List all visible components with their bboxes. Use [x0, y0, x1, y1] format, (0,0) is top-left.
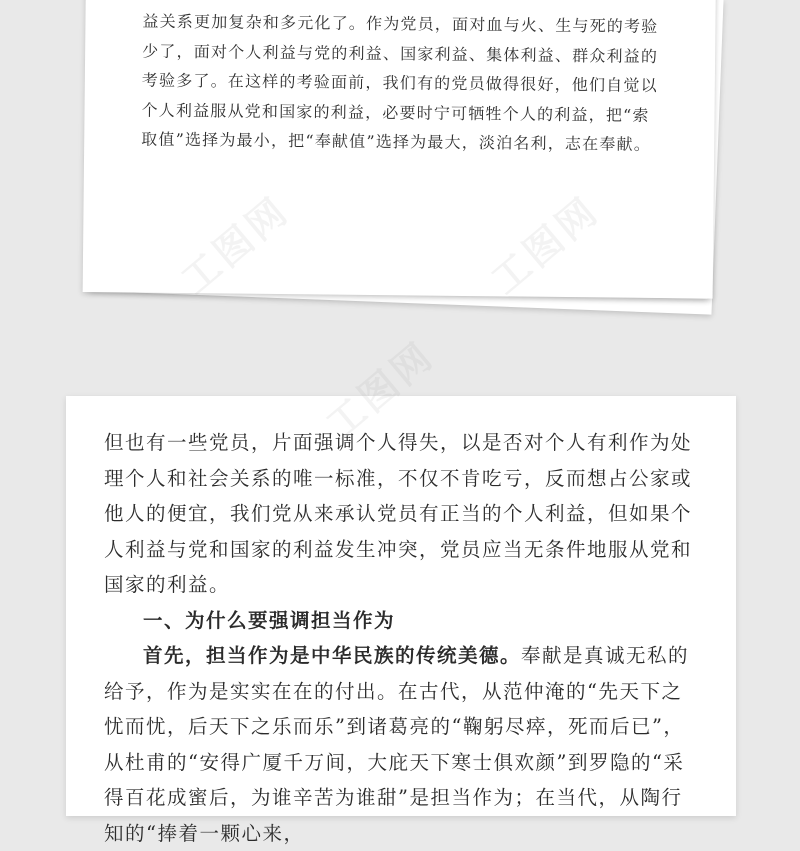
paragraph: 但也有一些党员，片面强调个人得失，以是否对个人有利作为处理个人和社会关系的唯一标准，不仅不肯吃亏，反而想占公家或他人的便宜，我们党从来承认党员有正当的个人利益，但如果个人利益与党和国家的利益发生冲突，党员应当无条件地服从党和国家的利益。	[104, 431, 693, 596]
paragraph-lead: 首先，担当作为是中华民族的传统美德。	[143, 644, 522, 667]
text-line: 益关系更加复杂和多元化了。作为党员，面对血与火、生与死的考验	[142, 11, 659, 36]
top-document-page	[83, 0, 716, 299]
section-heading: 一、为什么要强调担当作为	[143, 608, 396, 632]
text-line: 取值”选择为最小，把“奉献值”选择为最大，淡泊名利，志在奉献。	[141, 129, 652, 154]
paragraph-body: 奉献是真诚无私的给予，作为是实实在在的付出。在古代，从范仲淹的“先天下之忧而忧，后天下之乐而乐”到诸葛亮的“鞠躬尽瘁，死而后已”，从杜甫的“安得广厦千万间，大庇天下寒士俱欢颜”到罗隐的“采得百花成蜜后，为谁辛苦为谁甜”是担当作为；在当代，从陶行知的“捧着一颗心来，	[104, 644, 690, 845]
top-document-text	[141, 7, 675, 160]
text-line: 少了，面对个人利益与党的利益、国家利益、集体利益、群众利益的	[142, 41, 659, 66]
paragraph	[104, 638, 700, 851]
top-document-stack	[86, 0, 736, 300]
bottom-document-text	[104, 425, 700, 851]
text-line: 个人利益服从党和国家的利益，必要时宁可牺牲个人的利益，把“索	[141, 100, 650, 125]
watermark: 工图网	[317, 332, 443, 448]
bottom-document-page	[66, 396, 736, 845]
text-line: 考验多了。在这样的考验面前，我们有的党员做得很好，他们自觉以	[141, 70, 658, 95]
